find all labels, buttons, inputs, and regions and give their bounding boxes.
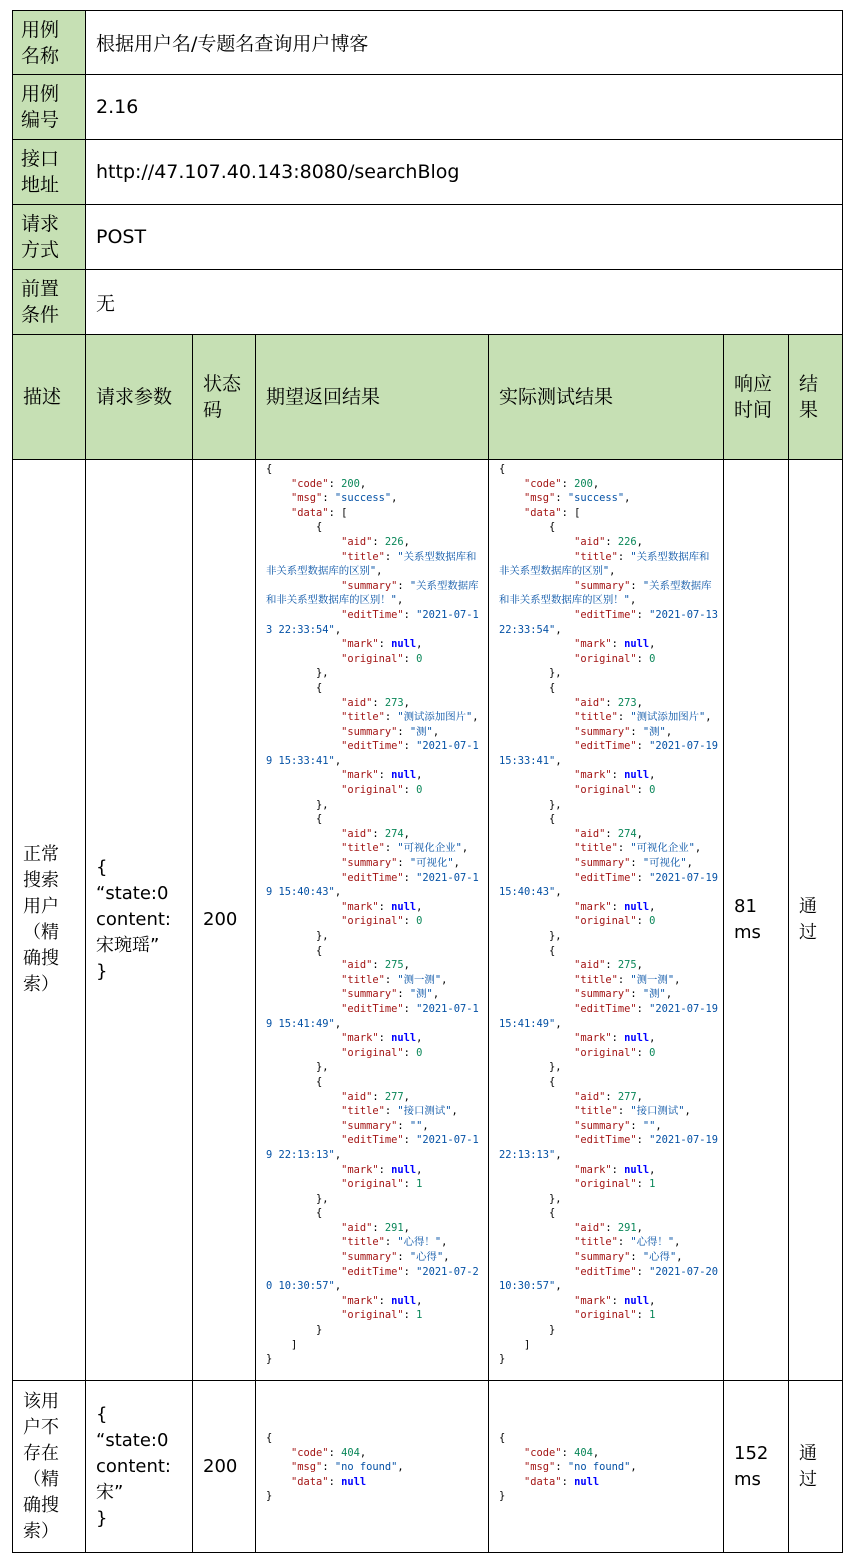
value-case-id: 2.16 [86, 75, 843, 140]
header-status: 状态码 [193, 335, 256, 460]
row1-desc: 正常搜索用户（精确搜索） [13, 460, 86, 1381]
header-params: 请求参数 [86, 335, 193, 460]
row1-params: { “state:0 content: 宋琬瑶” } [86, 460, 193, 1381]
row2-desc: 该用户不存在（精确搜索） [13, 1381, 86, 1553]
header-desc: 描述 [13, 335, 86, 460]
row2-expected-json: { "code": 404, "msg": "no found", "data": null } [266, 1432, 404, 1503]
value-request-method: POST [86, 205, 843, 270]
row2-actual [489, 1381, 724, 1553]
header-expected: 期望返回结果 [256, 335, 489, 460]
label-precondition: 前置条件 [13, 270, 86, 335]
row1-actual [489, 460, 724, 1381]
header-actual: 实际测试结果 [489, 335, 724, 460]
info-row-url [13, 140, 843, 205]
header-row [13, 335, 843, 460]
label-case-name: 用例名称 [13, 11, 86, 75]
row1-actual-json: { "code": 200, "msg": "success", "data": [ { "aid": 226, "title": "关系型数据库和非关系型数据库的区别", "summary": "关系型数据库和非关系型数据库的区别！", "editTime": "2021-07-13 22:33:54", "mark": null, "original": 0 }, { "aid": 273, "title": "测试添加图片", "summary": "测", "editTime": "2021-07-19 15:33:41", "mark": null, "original": 0 }, { "aid": 274, "title": "可视化企业", "summary": "可视化", "editTime": "2021-07-19 15:40:43", "mark": null, "original": 0 }, { "aid": 275, "title": "测一测", "summary": "测", "editTime": "2021-07-19 15:41:49", "mark": null, "original": 0 }, { "aid": 277, "title": "接口测试", "summary": "", "editTime": "2021-07-19 22:13:13", "mark": null, "original": 1 }, { "aid": 291, "title": "心得！", "summary": "心得", "editTime": "2021-07-20 10:30:57", "mark": null, "original": 1 } ] } [499, 463, 725, 1366]
info-row-method [13, 205, 843, 270]
row2-actual-json: { "code": 404, "msg": "no found", "data": null } [499, 1432, 637, 1503]
label-case-id: 用例编号 [13, 75, 86, 140]
row2-time: 152 ms [724, 1381, 789, 1553]
info-row-name [13, 11, 843, 75]
label-request-method: 请求方式 [13, 205, 86, 270]
row1-expected-json: { "code": 200, "msg": "success", "data": [ { "aid": 226, "title": "关系型数据库和非关系型数据库的区别", "summary": "关系型数据库和非关系型数据库的区别！", "editTime": "2021-07-13 22:33:54", "mark": null, "original": 0 }, { "aid": 273, "title": "测试添加图片", "summary": "测", "editTime": "2021-07-19 15:33:41", "mark": null, "original": 0 }, { "aid": 274, "title": "可视化企业", "summary": "可视化", "editTime": "2021-07-19 15:40:43", "mark": null, "original": 0 }, { "aid": 275, "title": "测一测", "summary": "测", "editTime": "2021-07-19 15:41:49", "mark": null, "original": 0 }, { "aid": 277, "title": "接口测试", "summary": "", "editTime": "2021-07-19 22:13:13", "mark": null, "original": 1 }, { "aid": 291, "title": "心得！", "summary": "心得", "editTime": "2021-07-20 10:30:57", "mark": null, "original": 1 } ] } [266, 463, 479, 1366]
test-row-2 [13, 1381, 843, 1553]
row1-result: 通过 [789, 460, 843, 1381]
row1-expected [256, 460, 489, 1381]
row2-params: { “state:0 content: 宋” } [86, 1381, 193, 1553]
row1-status: 200 [193, 460, 256, 1381]
row2-result: 通过 [789, 1381, 843, 1553]
header-time: 响应时间 [724, 335, 789, 460]
value-api-url: http://47.107.40.143:8080/searchBlog [86, 140, 843, 205]
info-row-id [13, 75, 843, 140]
value-case-name: 根据用户名/专题名查询用户博客 [86, 11, 843, 75]
header-result: 结果 [789, 335, 843, 460]
label-api-url: 接口地址 [13, 140, 86, 205]
info-row-precondition [13, 270, 843, 335]
value-precondition: 无 [86, 270, 843, 335]
row1-time: 81 ms [724, 460, 789, 1381]
row2-expected [256, 1381, 489, 1553]
row2-status: 200 [193, 1381, 256, 1553]
test-row-1 [13, 460, 843, 1381]
test-case-table [12, 10, 843, 1553]
